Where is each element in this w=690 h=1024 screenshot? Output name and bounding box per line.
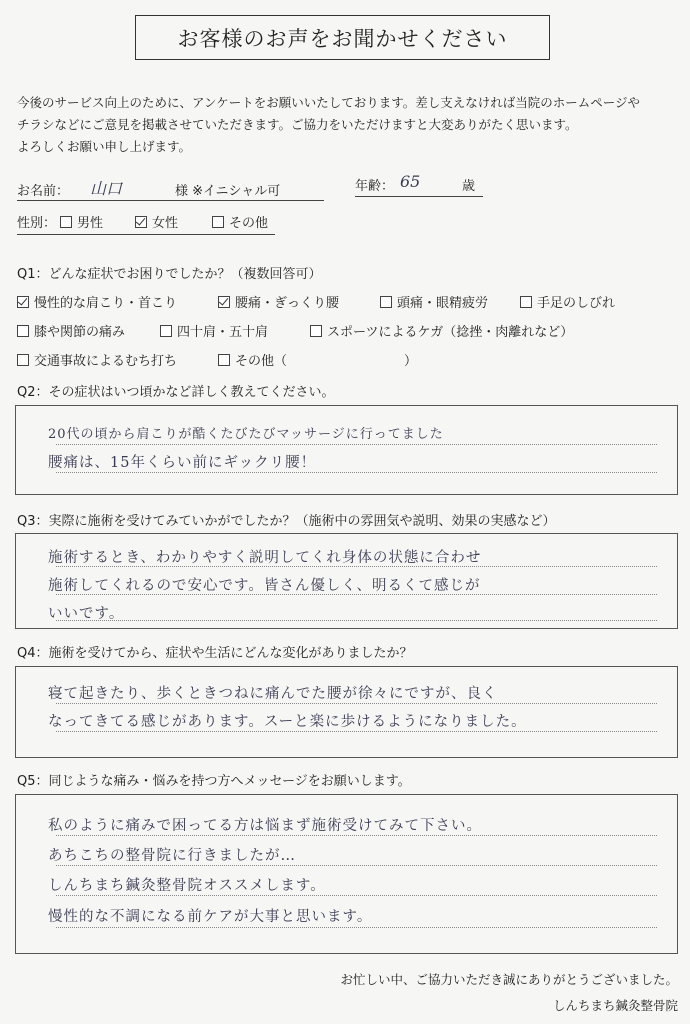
answer-line: なってきてる感じがあります。スーと楽に歩けるようになりました。 [48,714,527,730]
q2-answer-box[interactable] [15,405,678,495]
q4-answer-box[interactable] [15,666,678,758]
ruled-line [56,865,657,866]
option-label: スポーツによるケガ（捻挫・肉離れなど） [327,325,574,340]
option-label: 四十肩・五十肩 [177,325,269,340]
answer-line: 私のように痛みで困ってる方は悩まず施術受けてみて下さい。 [48,818,482,834]
clinic-name: しんちまち鍼灸整骨院 [552,998,678,1013]
intro-line: 今後のサービス向上のために、アンケートをお願いいたしております。差し支えなければ当院のホームページや [17,95,641,110]
age-value[interactable]: 65 [400,172,421,191]
q1-option[interactable] [17,292,177,311]
q1-option[interactable] [218,350,417,369]
checkbox[interactable] [212,216,224,228]
q2-question: Q2：その症状はいつ頃かなど詳しく教えてください。 [17,385,335,400]
answer-line: あちこちの整骨院に行きましたが… [48,848,296,864]
q1-option[interactable] [310,321,573,340]
checkbox[interactable] [520,296,532,308]
option-label: 手足のしびれ [537,296,616,311]
checkbox[interactable] [17,354,29,366]
q3-answer-box[interactable] [15,533,678,629]
age-suffix: 歳 [462,179,476,194]
q1-option[interactable] [520,292,615,311]
option-label: 慢性的な肩こり・首こり [34,296,178,311]
gender-underline [17,234,275,235]
checkbox[interactable] [17,325,29,337]
footer-thanks: お忙しい中、ご協力いただき誠にありがとうございました。 [340,972,678,987]
ruled-line [56,835,657,836]
gender-option-male[interactable] [60,212,103,231]
option-label: 膝や関節の痛み [34,325,126,340]
intro-text [17,92,677,158]
gender-label: 性別： [17,216,57,231]
option-label: その他 [229,216,269,231]
ruled-line [56,895,657,896]
ruled-line [56,927,657,928]
answer-line: 慢性的な不調になる前ケアが大事と思います。 [48,909,373,925]
checkbox[interactable] [160,325,172,337]
q5-answer-box[interactable] [15,794,678,954]
name-field [17,180,69,199]
ruled-line [56,620,657,621]
ruled-line [56,731,657,732]
option-label: 交通事故によるむち打ち [34,354,178,369]
option-label: 女性 [152,216,179,231]
intro-line: よろしくお願い申し上げます。 [17,139,192,154]
q1-option[interactable] [17,350,177,369]
gender-option-other[interactable] [212,212,268,231]
page-title: お客様のお声をお聞かせください [135,15,550,60]
checkbox[interactable] [218,296,230,308]
ruled-line [56,703,657,704]
q1-option[interactable] [380,292,488,311]
gender-option-female[interactable] [135,212,178,231]
answer-line: 施術するとき、わかりやすく説明してくれ身体の状態に合わせ [48,550,482,566]
answer-line: 腰痛は、15年くらい前にギックリ腰！ [48,455,317,471]
name-underline [17,200,324,201]
option-label: その他（ ） [235,354,418,369]
q1-question: Q1：どんな症状でお困りでしたか？（複数回答可） [17,267,322,282]
age-label: 年齢： [355,179,395,194]
q3-question: Q3：実際に施術を受けてみていかがでしたか？（施術中の雰囲気や説明、効果の実感など） [17,514,556,529]
intro-line: チラシなどにご意見を掲載させていただきます。ご協力をいただけますと大変ありがたく思います。 [17,117,578,132]
answer-line: しんちまち鍼灸整骨院オススメします。 [48,878,326,894]
option-label: 頭痛・眼精疲労 [397,296,489,311]
option-label: 腰痛・ぎっくり腰 [235,296,340,311]
ruled-line [56,444,657,445]
name-suffix: 様 ※イニシャル可 [175,184,281,199]
checkbox[interactable] [218,354,230,366]
checkbox[interactable] [380,296,392,308]
q1-option[interactable] [218,292,339,311]
q5-question: Q5：同じような痛み・悩みを持つ方へメッセージをお願いします。 [17,774,411,789]
checkbox[interactable] [17,296,29,308]
answer-line: 施術してくれるので安心です。皆さん優しく、明るくて感じが [48,578,481,594]
age-underline [355,196,483,197]
option-label: 男性 [77,216,104,231]
answer-line: 20代の頃から肩こりが酷くたびたびマッサージに行ってました [48,427,444,442]
q1-option[interactable] [17,321,125,340]
checkbox[interactable] [310,325,322,337]
name-value[interactable]: 山口 [90,179,123,198]
checkbox[interactable] [135,216,147,228]
q4-question: Q4：施術を受けてから、症状や生活にどんな変化がありましたか？ [17,646,413,661]
ruled-line [56,472,657,473]
checkbox[interactable] [60,216,72,228]
name-label: お名前： [17,184,70,199]
answer-line: 寝て起きたり、歩くときつねに痛んでた腰が徐々にですが、良く [48,686,498,702]
answer-line: いいです。 [48,606,125,622]
q1-option[interactable] [160,321,268,340]
